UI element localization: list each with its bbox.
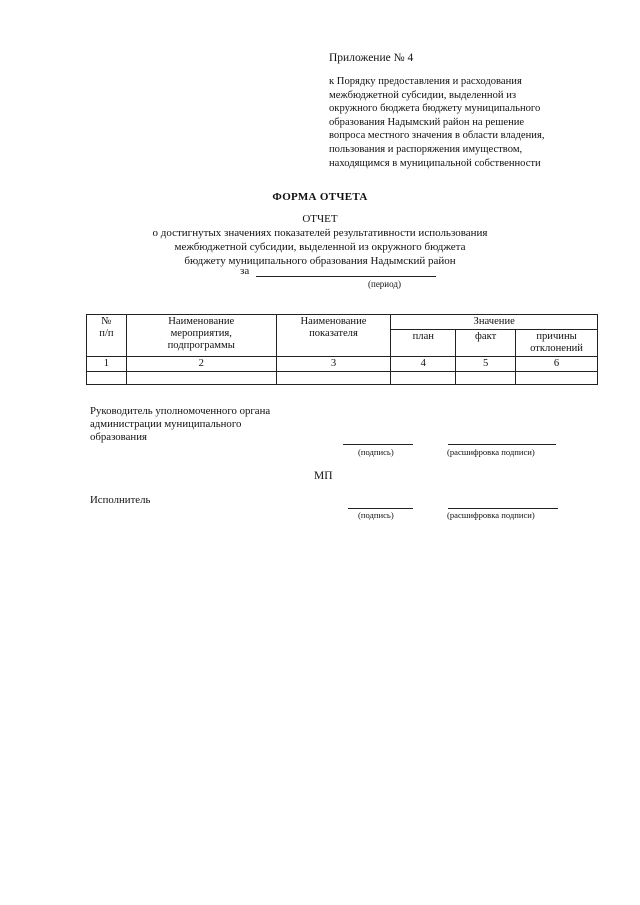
head-signature-caption: (подпись): [358, 447, 394, 457]
report-heading: ОТЧЕТ: [302, 213, 338, 225]
appendix-title: Приложение № 4: [329, 52, 414, 64]
head-decode-caption: (расшифровка подписи): [447, 447, 535, 457]
table-cell[interactable]: [276, 372, 391, 385]
head-line: образования: [90, 431, 147, 443]
table-cell[interactable]: [126, 372, 276, 385]
appendix-line: образования Надымский район на решение: [329, 116, 525, 128]
table-row: [87, 357, 598, 372]
header-value: Значение: [391, 315, 598, 330]
head-signatory: [90, 405, 270, 444]
stamp-label: МП: [314, 470, 333, 482]
period-prefix: за: [240, 265, 250, 277]
head-signature-line[interactable]: [343, 443, 413, 445]
appendix-line: пользования и распоряжения имуществом,: [329, 143, 523, 155]
executor-signature-caption: (подпись): [358, 510, 394, 520]
head-decode-line[interactable]: [448, 443, 556, 445]
executor-signature-line[interactable]: [348, 507, 413, 509]
executor-label: Исполнитель: [90, 494, 151, 506]
executor-decode-caption: (расшифровка подписи): [447, 510, 535, 520]
report-table: [86, 314, 598, 385]
header-num: № п/п: [87, 315, 127, 357]
report-heading-block: [0, 212, 640, 268]
report-line: межбюджетной субсидии, выделенной из окружного бюджета: [174, 241, 466, 253]
table-cell[interactable]: [516, 372, 598, 385]
col-number: 3: [276, 357, 391, 372]
col-number: 4: [391, 357, 456, 372]
appendix-line: находящимся в муниципальной собственности: [329, 157, 541, 169]
appendix-line: окружного бюджета бюджету муниципального: [329, 103, 541, 115]
table-row-empty[interactable]: [87, 372, 598, 385]
header-plan: план: [391, 330, 456, 357]
table-cell[interactable]: [87, 372, 127, 385]
period-caption: (период): [368, 279, 401, 289]
head-line: Руководитель уполномоченного органа: [90, 405, 271, 417]
header-event: Наименование мероприятия, подпрограммы: [126, 315, 276, 357]
col-number: 6: [516, 357, 598, 372]
col-number: 2: [126, 357, 276, 372]
header-reasons: причины отклонений: [516, 330, 598, 357]
period-input-line[interactable]: [256, 266, 436, 277]
form-title: ФОРМА ОТЧЕТА: [272, 191, 368, 203]
appendix-description: [329, 75, 599, 170]
appendix-line: межбюджетной субсидии, выделенной из: [329, 89, 517, 101]
head-line: администрации муниципального: [90, 418, 242, 430]
report-line: о достигнутых значениях показателей результативности использования: [152, 227, 488, 239]
appendix-line: к Порядку предоставления и расходования: [329, 76, 522, 87]
executor-decode-line[interactable]: [448, 507, 558, 509]
appendix-line: вопроса местного значения в области владения,: [329, 130, 545, 142]
table-cell[interactable]: [391, 372, 456, 385]
col-number: 1: [87, 357, 127, 372]
table-cell[interactable]: [456, 372, 516, 385]
period-field[interactable]: [240, 265, 436, 277]
header-indicator: Наименование показателя: [276, 315, 391, 357]
col-number: 5: [456, 357, 516, 372]
header-fact: факт: [456, 330, 516, 357]
report-line: бюджету муниципального образования Надымский район: [184, 255, 456, 267]
